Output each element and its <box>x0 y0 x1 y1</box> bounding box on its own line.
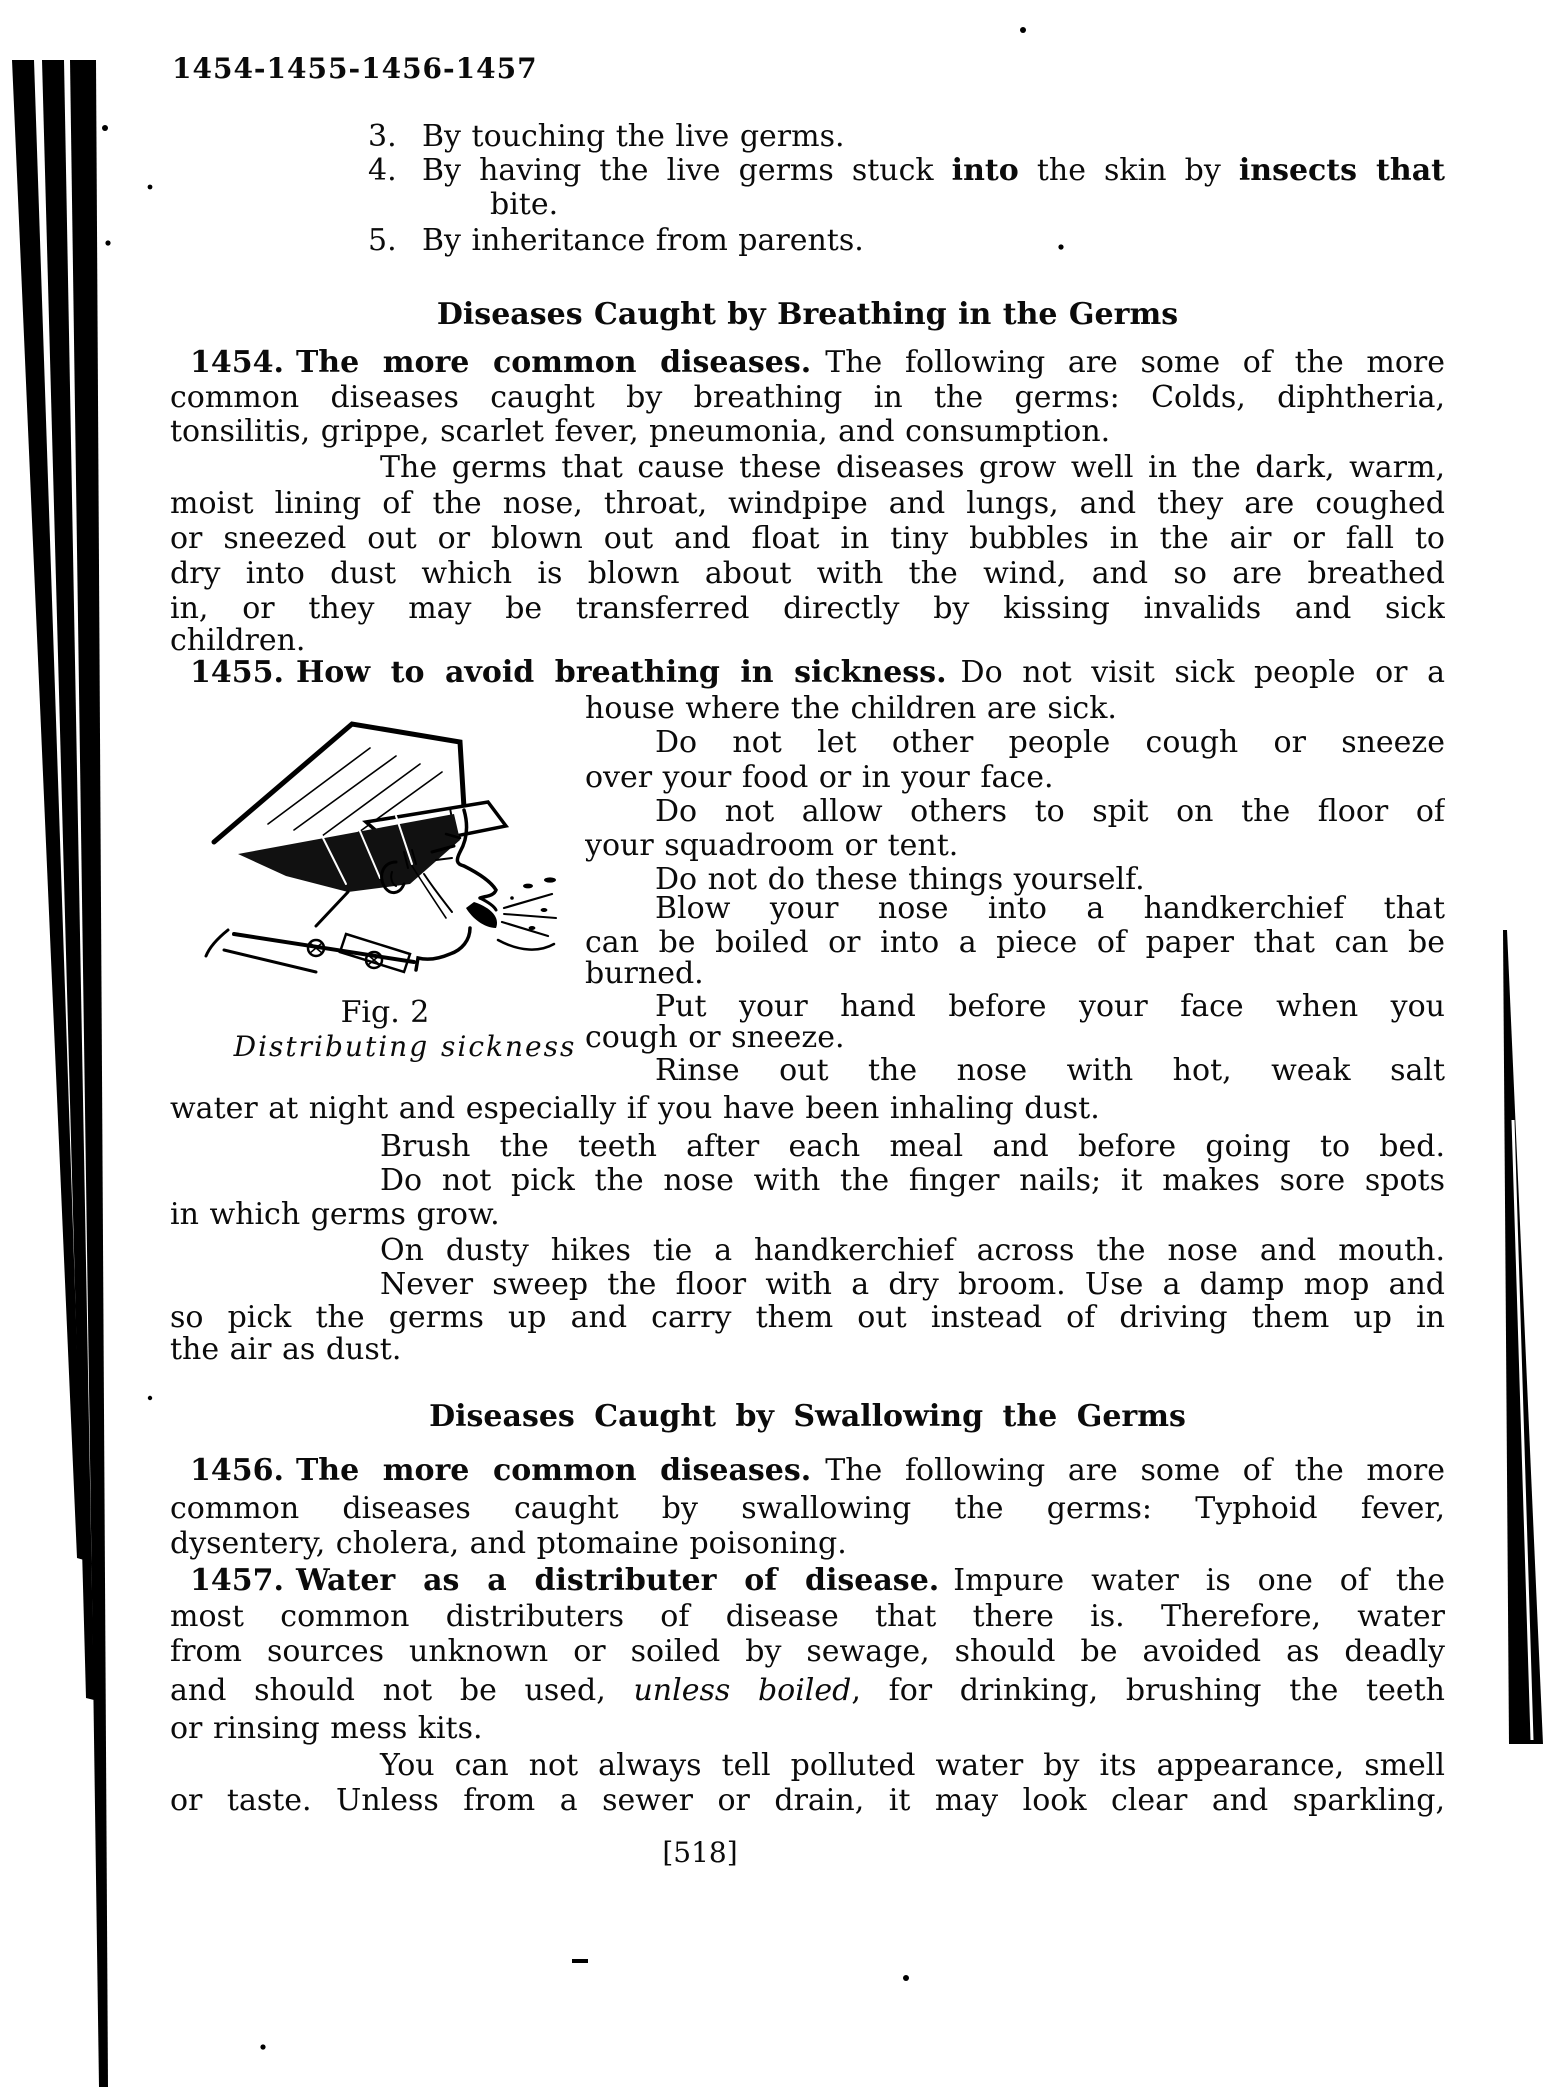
wrapped-line: house where the children are sick. <box>585 691 1117 726</box>
list-item-5 <box>368 222 1445 262</box>
wrapped-line: your squadroom or tent. <box>585 828 959 863</box>
text: and should not be used, <box>170 1673 634 1708</box>
list-text: bite. <box>490 187 559 222</box>
figure-label: Fig. 2 <box>340 995 430 1030</box>
wrapped-line: over your food or in your face. <box>585 760 1054 795</box>
paragraph-germs-line: or sneezed out or blown out and float in tiny bubbles in the air or fall to <box>170 521 1445 556</box>
shadow-highlight-streak <box>1513 1120 1532 1740</box>
text: , for drinking, brushing the teeth <box>851 1673 1445 1708</box>
section-heading-swallowing: Diseases Caught by Swallowing the Germs <box>429 1399 1186 1434</box>
paragraph-number: 1455. <box>190 655 284 690</box>
paragraph-1455-line <box>170 654 1445 694</box>
list-text: the skin by <box>1018 153 1239 188</box>
neck-line <box>316 892 348 926</box>
paragraph-title: The more common diseases. <box>295 345 812 380</box>
list-text: By inheritance from parents. <box>422 223 864 258</box>
droplet <box>544 877 556 882</box>
text-line: water at night and especially if you have been inhaling dust. <box>170 1091 1100 1126</box>
paragraph-title: Water as a distributer of disease. <box>295 1563 940 1598</box>
spray-line <box>504 894 552 908</box>
emphasized-word: into <box>951 153 1019 188</box>
spray-line <box>502 922 548 936</box>
scan-speck <box>260 2044 265 2049</box>
paragraph-1457-line: or rinsing mess kits. <box>170 1711 483 1746</box>
paragraph-1457-line: most common distributers of disease that there is. Therefore, water <box>170 1599 1445 1634</box>
scan-speck <box>105 240 110 245</box>
wrapped-line: Blow your nose into a handkerchief that <box>655 891 1445 926</box>
text: Do not visit sick people or a <box>960 655 1445 690</box>
back-edge <box>206 930 228 956</box>
binding-shadow-stripe <box>12 60 84 1560</box>
wrapped-line: Do not allow others to spit on the floor of <box>655 794 1445 829</box>
paragraph-1456-line: common diseases caught by swallowing the germs: Typhoid fever, <box>170 1491 1445 1526</box>
paragraph-number: 1456. <box>190 1453 284 1488</box>
text: The following are some of the more <box>825 1453 1445 1488</box>
paragraph-1457-line <box>170 1562 1445 1602</box>
text-line: Never sweep the floor with a dry broom. Use a damp mop and <box>380 1267 1445 1302</box>
page-number-header: 1454-1455-1456-1457 <box>172 52 538 85</box>
paragraph-1457-line <box>170 1672 1445 1712</box>
scan-speck <box>148 185 153 190</box>
paragraph-germs-line: children. <box>170 623 306 658</box>
cheek-crease <box>412 866 446 918</box>
text-line: Do not pick the nose with the finger nails; it makes sore spots <box>380 1163 1445 1198</box>
page-number-footer: [518] <box>662 1836 738 1869</box>
scan-speck <box>903 1975 909 1981</box>
spray-arc <box>498 940 554 950</box>
paragraph-germs-line: The germs that cause these diseases grow well in the dark, warm, <box>380 450 1445 485</box>
paragraph-germs-line: moist lining of the nose, throat, windpipe and lungs, and they are coughed <box>170 486 1445 521</box>
binding-shadow-stripe <box>42 60 94 1700</box>
list-number: 5. <box>368 223 397 258</box>
paragraph-1456-line: dysentery, cholera, and ptomaine poisoning. <box>170 1526 847 1561</box>
wrapped-line: burned. <box>585 956 704 991</box>
scan-speck <box>572 1959 588 1963</box>
droplet <box>541 908 548 912</box>
list-text: By having the live germs stuck <box>422 153 952 188</box>
scan-speck <box>1020 27 1026 33</box>
wrapped-line: cough or sneeze. <box>585 1020 845 1055</box>
chin-jaw <box>416 928 470 970</box>
paragraph-title: How to avoid breathing in sickness. <box>295 655 947 690</box>
text-line: Brush the teeth after each meal and before going to bed. <box>380 1129 1445 1164</box>
paragraph-title: The more common diseases. <box>295 1453 812 1488</box>
paragraph-germs-line: in, or they may be transferred directly by kissing invalids and sick <box>170 591 1445 626</box>
italic-phrase: unless boiled <box>633 1673 852 1708</box>
spray-line <box>504 914 556 918</box>
paragraph-number: 1457. <box>190 1563 284 1598</box>
droplet <box>523 884 533 889</box>
paragraph-1456-line <box>170 1452 1445 1492</box>
hair-mass <box>238 814 460 892</box>
wrapped-line: can be boiled or into a piece of paper that can be <box>585 925 1445 960</box>
wrapped-line: Do not do these things yourself. <box>655 862 1145 897</box>
list-text: By touching the live germs. <box>422 119 845 154</box>
paragraph-1457-line: from sources unknown or soiled by sewage, should be avoided as deadly <box>170 1634 1445 1669</box>
text: The following are some of the more <box>825 345 1445 380</box>
text-line: or taste. Unless from a sewer or drain, it may look clear and sparkling, <box>170 1783 1445 1818</box>
wrapped-line: Rinse out the nose with hot, weak salt <box>655 1053 1445 1088</box>
paragraph-1454-line: tonsilitis, grippe, scarlet fever, pneumonia, and consumption. <box>170 414 1111 449</box>
right-edge-shadow-wedge <box>1503 930 1543 1744</box>
list-number: 3. <box>368 119 397 154</box>
wrapped-line: Do not let other people cough or sneeze <box>655 725 1445 760</box>
figure-illustration <box>198 712 560 996</box>
paragraph-1454-line <box>170 344 1445 384</box>
droplet <box>510 896 514 900</box>
scan-speck <box>148 1396 152 1400</box>
text-line: the air as dust. <box>170 1332 402 1367</box>
text-line: You can not always tell polluted water by its appearance, smell <box>380 1748 1445 1783</box>
paragraph-number: 1454. <box>190 345 284 380</box>
binding-shadow-stripe <box>70 60 108 2087</box>
wrapped-line: Put your hand before your face when you <box>655 989 1445 1024</box>
text-line: so pick the germs up and carry them out instead of driving them up in <box>170 1300 1445 1335</box>
scan-speck <box>102 125 108 131</box>
shoulder-line <box>224 950 316 972</box>
list-item-4-continuation <box>490 186 890 226</box>
droplet <box>529 926 536 930</box>
text: Impure water is one of the <box>953 1563 1445 1598</box>
paragraph-1454-line: common diseases caught by breathing in the germs: Colds, diphtheria, <box>170 380 1445 415</box>
paragraph-germs-line: dry into dust which is blown about with the wind, and so are breathed <box>170 556 1445 591</box>
list-number: 4. <box>368 153 397 188</box>
emphasized-word: insects that <box>1238 153 1445 188</box>
text-line: On dusty hikes tie a handkerchief across the nose and mouth. <box>380 1233 1445 1268</box>
text-line: in which germs grow. <box>170 1197 500 1232</box>
figure-caption: Distributing sickness <box>233 1030 577 1063</box>
section-heading-breathing: Diseases Caught by Breathing in the Germs <box>436 297 1179 332</box>
